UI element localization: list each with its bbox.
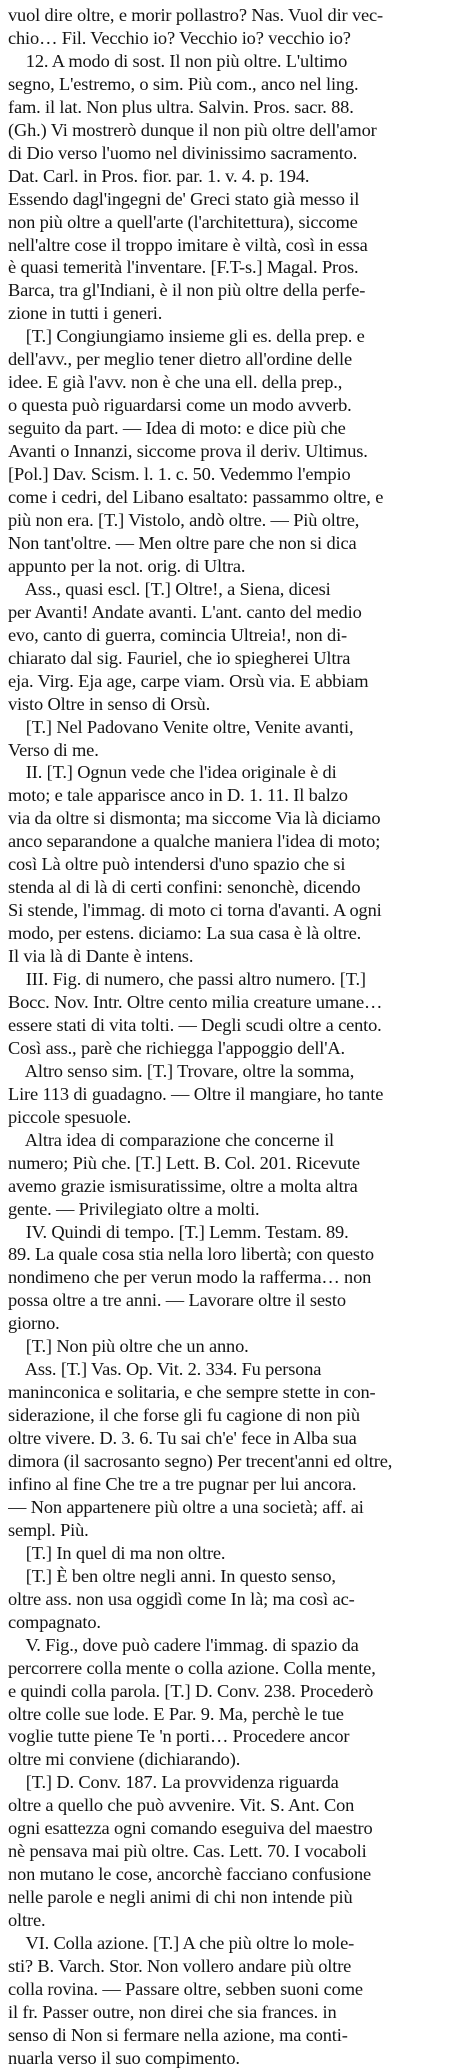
text-line: Altro senso sim. [T.] Trovare, oltre la somma,	[8, 1060, 355, 1081]
text-line: senso di Non si fermare nella azione, ma conti-	[8, 2024, 348, 2045]
text-line: moto; e tale apparisce anco in D. 1. 11. Il balzo	[8, 785, 348, 806]
text-line: gente. — Privilegiato oltre a molti.	[8, 1198, 260, 1219]
text-line: dimora (il sacrosanto segno) Per trecent'anni ed oltre,	[8, 1451, 393, 1472]
text-line: nelle parole e negli animi di chi non intende più	[8, 1887, 353, 1908]
text-line: anco separandone a qualche maniera l'idea di moto;	[8, 831, 381, 852]
text-line: nell'altre cose il troppo imitare è viltà, così in essa	[8, 234, 368, 255]
text-line: vuol dire oltre, e morir pollastro? Nas. Vuol dir vec-	[8, 5, 384, 25]
entry-paragraph	[8, 1221, 463, 1336]
text-line: nè pensava mai più oltre. Cas. Lett. 70. I vocaboli	[8, 1841, 367, 1862]
text-line: zione in tutti i generi.	[8, 303, 163, 324]
text-line: infino al fine Che tre a tre pugnar per lui ancora.	[8, 1474, 357, 1494]
text-line: il fr. Passer outre, non direi che sia frances. in	[8, 2001, 337, 2022]
text-line: Bocc. Nov. Intr. Oltre cento milia creature umane…	[8, 991, 383, 1012]
text-line: è quasi temerità l'inventare. [F.T-s.] Magal. Pros.	[8, 257, 359, 278]
text-line: stenda al di là di certi confini: senonchè, dicendo	[8, 877, 361, 898]
text-line: di Dio verso l'uomo nel divinissimo sacramento.	[8, 142, 358, 163]
text-line: — Non appartenere più oltre a una società; aff. ai	[8, 1496, 364, 1517]
text-line: giorno.	[8, 1313, 60, 1334]
text-line: essere stati di vita tolti. — Degli scudi oltre a cento.	[8, 1014, 382, 1035]
text-line: siderazione, il che forse gli fu cagione di non più	[8, 1405, 360, 1426]
text-line: nuarla verso il suo compimento.	[8, 2047, 240, 2068]
text-line: [T.] Nel Padovano Venite oltre, Venite avanti,	[8, 716, 354, 737]
text-line: II. [T.] Ognun vede che l'idea originale è di	[8, 762, 337, 783]
text-line: Si stende, l'immag. di moto ci torna d'avanti. A ogni	[8, 900, 382, 921]
text-line: più non era. [T.] Vistolo, andò oltre. — Più oltre,	[8, 509, 360, 530]
entry-paragraph	[8, 1335, 463, 1358]
text-line: non mutano le cose, ancorchè facciano confusione	[8, 1864, 372, 1885]
text-line: Così ass., parè che richiegga l'appoggio dell'A.	[8, 1037, 346, 1058]
text-line: III. Fig. di numero, che passi altro numero. [T.]	[8, 969, 366, 990]
text-line: o questa può riguardarsi come un modo avverb.	[8, 395, 352, 416]
text-line: maninconica e solitaria, e che sempre stette in con-	[8, 1382, 376, 1403]
text-line: numero; Più che. [T.] Lett. B. Col. 201. Ricevute	[8, 1152, 360, 1173]
entry-paragraph	[8, 1771, 463, 1932]
entry-paragraph	[8, 968, 463, 1060]
text-line: così Là oltre può intendersi d'uno spazio che si	[8, 854, 346, 875]
text-line: Non tant'oltre. — Men oltre pare che non si dica	[8, 532, 357, 553]
entry-paragraph	[8, 761, 463, 968]
text-line: piccole spesuole.	[8, 1106, 132, 1127]
text-line: Ass., quasi escl. [T.] Oltre!, a Siena, dicesi	[8, 578, 331, 599]
text-line: Altra idea di comparazione che concerne il	[8, 1129, 335, 1150]
entry-paragraph	[8, 325, 463, 577]
text-line: [T.] È ben oltre negli anni. In questo senso,	[8, 1565, 336, 1586]
text-line: chio… Fil. Vecchio io? Vecchio io? vecchio io?	[8, 27, 351, 48]
text-line: IV. Quindi di tempo. [T.] Lemm. Testam. 89.	[8, 1221, 349, 1242]
entry-paragraph	[8, 1542, 463, 1565]
text-line: come i cedri, del Libano esaltato: passammo oltre, e	[8, 487, 384, 508]
text-line: idee. E già l'avv. non è che una ell. della prep.,	[8, 372, 343, 393]
text-line: Barca, tra gl'Indiani, è il non più oltre della perfe-	[8, 280, 366, 301]
text-line: visto Oltre in senso di Orsù.	[8, 693, 211, 714]
text-line: per Avanti! Andate avanti. L'ant. canto del medio	[8, 601, 362, 622]
entry-paragraph	[8, 1060, 463, 1129]
text-line: nondimeno che per verun modo la rafferma… non	[8, 1267, 372, 1288]
entry-paragraph	[8, 1634, 463, 1772]
text-line: voglie tutte piene Te 'n porti… Procedere ancor	[8, 1726, 350, 1747]
text-line: e quindi colla parola. [T.] D. Conv. 238. Procederò	[8, 1680, 374, 1701]
entry-paragraph	[8, 716, 463, 762]
text-line: sti? B. Varch. Stor. Non vollero andare più oltre	[8, 1956, 352, 1977]
text-line: non più oltre a quell'arte (l'architettura), siccome	[8, 211, 358, 232]
text-line: appunto per la not. orig. di Ultra.	[8, 555, 246, 576]
text-line: percorrere colla mente o colla azione. Colla mente,	[8, 1657, 376, 1678]
text-line: oltre mi conviene (dichiarando).	[8, 1749, 241, 1770]
text-line: Verso di me.	[8, 739, 99, 760]
entry-paragraph	[8, 50, 463, 325]
text-line: fam. il lat. Non plus ultra. Salvin. Pros. sacr. 88.	[8, 96, 354, 117]
text-line: modo, per estens. diciamo: La sua casa è là oltre.	[8, 923, 362, 944]
text-line: Essendo dagl'ingegni de' Greci stato già messo il	[8, 188, 360, 209]
text-line: Ass. [T.] Vas. Op. Vit. 2. 334. Fu persona	[8, 1359, 322, 1380]
text-line: compagnato.	[8, 1611, 101, 1632]
text-line: Il via là di Dante è intens.	[8, 946, 194, 967]
text-line: seguito da part. — Idea di moto: e dice più che	[8, 418, 346, 439]
text-line: Lire 113 di guadagno. — Oltre il mangiare, ho tante	[8, 1083, 384, 1104]
entry-paragraph	[8, 578, 463, 716]
text-line: segno, L'estremo, o sim. Più com., anco nel ling.	[8, 73, 359, 94]
text-line: Avanti o Innanzi, siccome prova il deriv. Ultimus.	[8, 441, 368, 462]
text-line: oltre vivere. D. 3. 6. Tu sai ch'e' fece in Alba sua	[8, 1428, 357, 1449]
text-line: sempl. Più.	[8, 1519, 89, 1540]
text-line: [T.] In quel di ma non oltre.	[8, 1542, 226, 1563]
text-line: avemo grazie ismisuratissime, oltre a molta altra	[8, 1175, 358, 1196]
text-line: evo, canto di guerra, comincia Ultreia!, non di-	[8, 624, 348, 645]
text-line: [T.] Non più oltre che un anno.	[8, 1336, 249, 1357]
text-line: (Gh.) Vi mostrerò dunque il non più oltre dell'amor	[8, 119, 377, 140]
text-line: oltre.	[8, 1910, 46, 1931]
text-line: eja. Virg. Eja age, carpe viam. Orsù via. E abbiam	[8, 670, 369, 691]
entry-paragraph	[8, 1358, 463, 1542]
entry-paragraph	[8, 1129, 463, 1221]
text-line: VI. Colla azione. [T.] A che più oltre lo mole-	[8, 1933, 355, 1954]
text-line: [T.] D. Conv. 187. La provvidenza riguarda	[8, 1772, 339, 1793]
text-line: possa oltre a tre anni. — Lavorare oltre il sesto	[8, 1290, 346, 1311]
text-line: 89. La quale cosa stia nella loro libertà; con questo	[8, 1244, 374, 1265]
text-line: chiarato dal sig. Fauriel, che io spiegherei Ultra	[8, 647, 351, 668]
entry-paragraph	[8, 1565, 463, 1634]
text-line: colla rovina. — Passare oltre, sebben suoni come	[8, 1978, 363, 1999]
entry-paragraph	[8, 1932, 463, 2070]
text-line: V. Fig., dove può cadere l'immag. di spazio da	[8, 1634, 359, 1655]
text-line: ogni esattezza ogni comando eseguiva del maestro	[8, 1818, 373, 1839]
text-line: via da oltre si dismonta; ma siccome Via là diciamo	[8, 808, 381, 829]
text-line: 12. A modo di sost. Il non più oltre. L'ultimo	[8, 50, 348, 71]
text-line: oltre colle sue lode. E Par. 9. Ma, perchè le tue	[8, 1703, 344, 1724]
entry-paragraph	[8, 4, 463, 50]
text-line: oltre ass. non usa oggidì come In là; ma così ac-	[8, 1588, 355, 1609]
text-line: dell'avv., per meglio tener dietro all'ordine delle	[8, 349, 353, 370]
text-line: oltre a quello che può avvenire. Vit. S. Ant. Con	[8, 1795, 355, 1816]
text-line: [T.] Congiungiamo insieme gli es. della prep. e	[8, 326, 365, 347]
text-line: [Pol.] Dav. Scism. l. 1. c. 50. Vedemmo l'empio	[8, 464, 351, 485]
text-line: Dat. Carl. in Pros. fior. par. 1. v. 4. p. 194.	[8, 165, 310, 186]
